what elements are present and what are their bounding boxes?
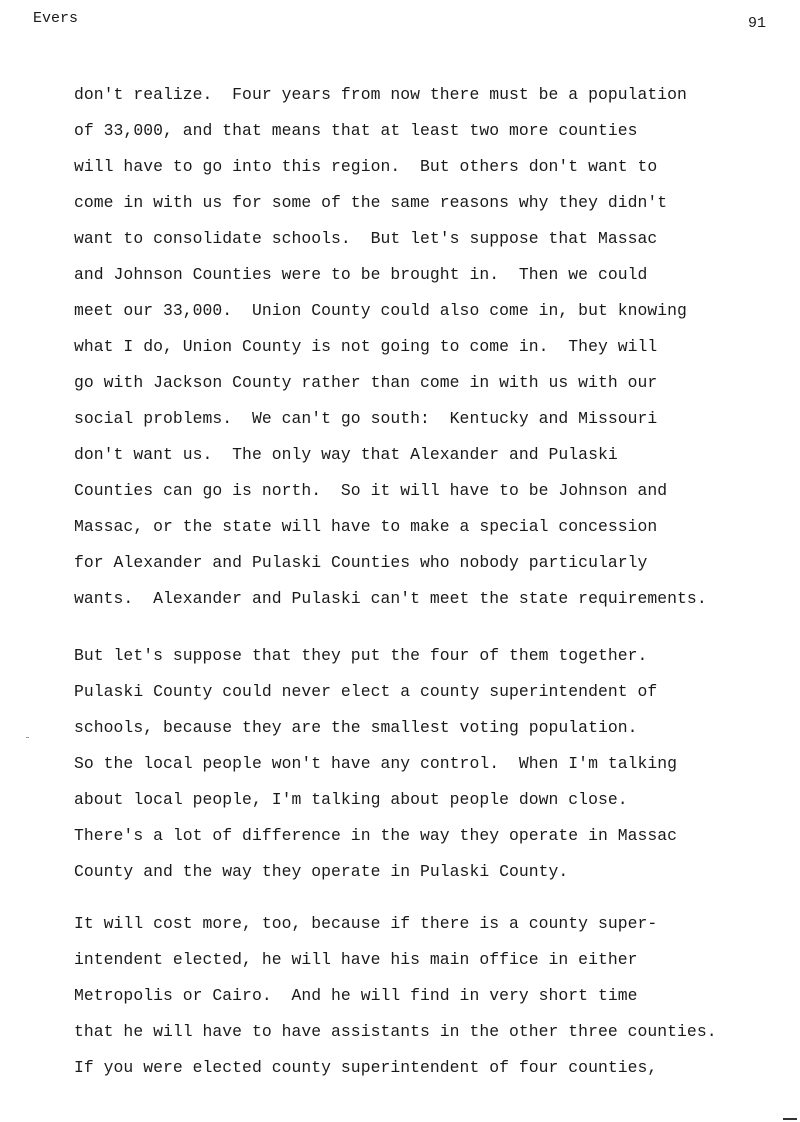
text-line: intendent elected, he will have his main office in either — [74, 950, 638, 969]
text-line: will have to go into this region. But others don't want to — [74, 157, 658, 176]
text-line: don't realize. Four years from now there must be a population — [74, 85, 687, 104]
text-line: If you were elected county superintendent of four counties, — [74, 1058, 658, 1077]
text-line: come in with us for some of the same reasons why they didn't — [74, 193, 668, 212]
text-line: wants. Alexander and Pulaski can't meet the state requirements. — [74, 589, 707, 608]
text-line: want to consolidate schools. But let's suppose that Massac — [74, 229, 658, 248]
scan-edge-mark — [783, 1118, 797, 1120]
text-line: Pulaski County could never elect a county superintendent of — [74, 682, 658, 701]
text-line: Massac, or the state will have to make a special concession — [74, 517, 658, 536]
text-line: It will cost more, too, because if there is a county super- — [74, 914, 658, 933]
paragraph — [74, 906, 717, 1086]
text-line: and Johnson Counties were to be brought in. Then we could — [74, 265, 648, 284]
text-line: don't want us. The only way that Alexander and Pulaski — [74, 445, 618, 464]
text-line: about local people, I'm talking about people down close. — [74, 790, 628, 809]
text-line: what I do, Union County is not going to come in. They will — [74, 337, 658, 356]
text-line: meet our 33,000. Union County could also come in, but knowing — [74, 301, 687, 320]
scan-speck — [26, 737, 29, 738]
paragraph — [74, 638, 677, 890]
page-number: 91 — [748, 15, 767, 32]
text-line: of 33,000, and that means that at least two more counties — [74, 121, 638, 140]
text-line: for Alexander and Pulaski Counties who nobody particularly — [74, 553, 648, 572]
running-header-author: Evers — [33, 10, 79, 27]
text-line: schools, because they are the smallest voting population. — [74, 718, 638, 737]
text-line: go with Jackson County rather than come in with us with our — [74, 373, 658, 392]
text-line: County and the way they operate in Pulaski County. — [74, 862, 569, 881]
text-line: Counties can go is north. So it will have to be Johnson and — [74, 481, 668, 500]
text-line: So the local people won't have any control. When I'm talking — [74, 754, 678, 773]
text-line: But let's suppose that they put the four of them together. — [74, 646, 648, 665]
text-line: Metropolis or Cairo. And he will find in very short time — [74, 986, 638, 1005]
text-line: that he will have to have assistants in the other three counties. — [74, 1022, 717, 1041]
paragraph — [74, 77, 707, 617]
text-line: social problems. We can't go south: Kentucky and Missouri — [74, 409, 658, 428]
text-line: There's a lot of difference in the way they operate in Massac — [74, 826, 678, 845]
